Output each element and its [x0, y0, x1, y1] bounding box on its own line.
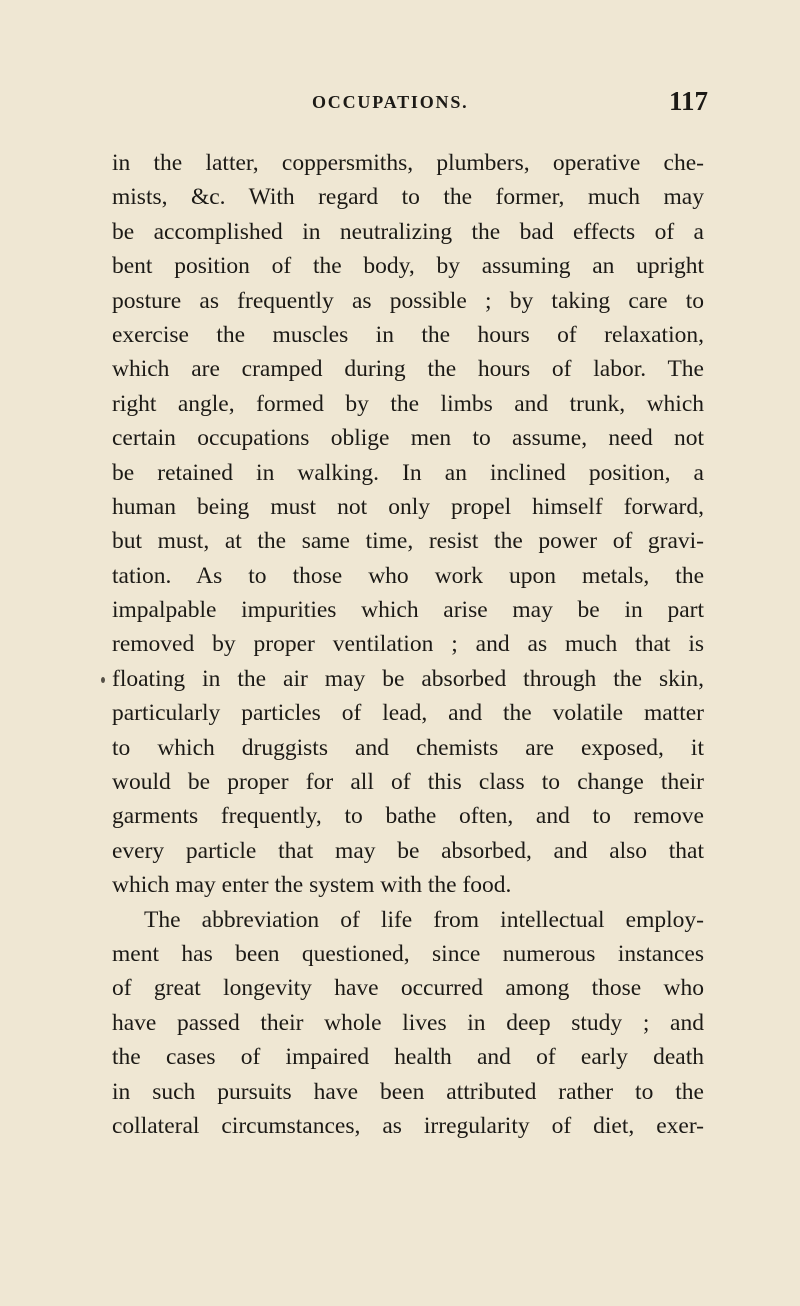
text-line: floating in the air may be absorbed through the skin, — [112, 665, 704, 692]
text-line: collateral circumstances, as irregularity of diet, exer- — [112, 1112, 704, 1139]
text-line: removed by proper ventilation ; and as much that is — [112, 631, 704, 658]
text-line: posture as frequently as possible ; by taking care to — [112, 287, 704, 314]
body-text — [112, 146, 704, 1143]
text-line: to which druggists and chemists are exposed, it — [112, 734, 704, 761]
page-number: 117 — [668, 86, 708, 116]
text-line: which are cramped during the hours of labor. The — [112, 356, 704, 383]
text-line: bent position of the body, by assuming an upright — [112, 253, 704, 280]
text-line: tation. As to those who work upon metals, the — [112, 562, 704, 589]
text-line: mists, &c. With regard to the former, much may — [112, 184, 704, 211]
margin-ink-mark — [101, 677, 105, 683]
running-head — [300, 86, 708, 130]
text-line: in such pursuits have been attributed rather to the — [112, 1078, 704, 1105]
text-line: impalpable impurities which arise may be in part — [112, 597, 704, 624]
text-line: have passed their whole lives in deep study ; and — [112, 1009, 704, 1036]
text-line: right angle, formed by the limbs and trunk, which — [112, 390, 704, 417]
text-line: which may enter the system with the food. — [112, 872, 512, 899]
text-line: but must, at the same time, resist the power of gravi- — [112, 528, 704, 555]
text-line: of great longevity have occurred among those who — [112, 975, 704, 1002]
text-line: be retained in walking. In an inclined position, a — [112, 459, 704, 486]
text-line: be accomplished in neutralizing the bad effects of a — [112, 218, 704, 245]
text-line: exercise the muscles in the hours of relaxation, — [112, 321, 704, 348]
text-line: in the latter, coppersmiths, plumbers, operative che- — [112, 150, 704, 176]
text-line: ment has been questioned, since numerous instances — [112, 940, 704, 967]
running-title: OCCUPATIONS. — [312, 92, 469, 112]
text-line: garments frequently, to bathe often, and to remove — [112, 803, 704, 830]
text-line: would be proper for all of this class to change their — [112, 769, 704, 796]
text-line: particularly particles of lead, and the volatile matter — [112, 700, 704, 727]
text-line: the cases of impaired health and of early death — [112, 1044, 704, 1071]
text-line: The abbreviation of life from intellectual employ- — [144, 906, 704, 933]
text-line: certain occupations oblige men to assume, need not — [112, 425, 704, 452]
text-line: every particle that may be absorbed, and also that — [112, 837, 704, 864]
text-line: human being must not only propel himself forward, — [112, 493, 704, 520]
